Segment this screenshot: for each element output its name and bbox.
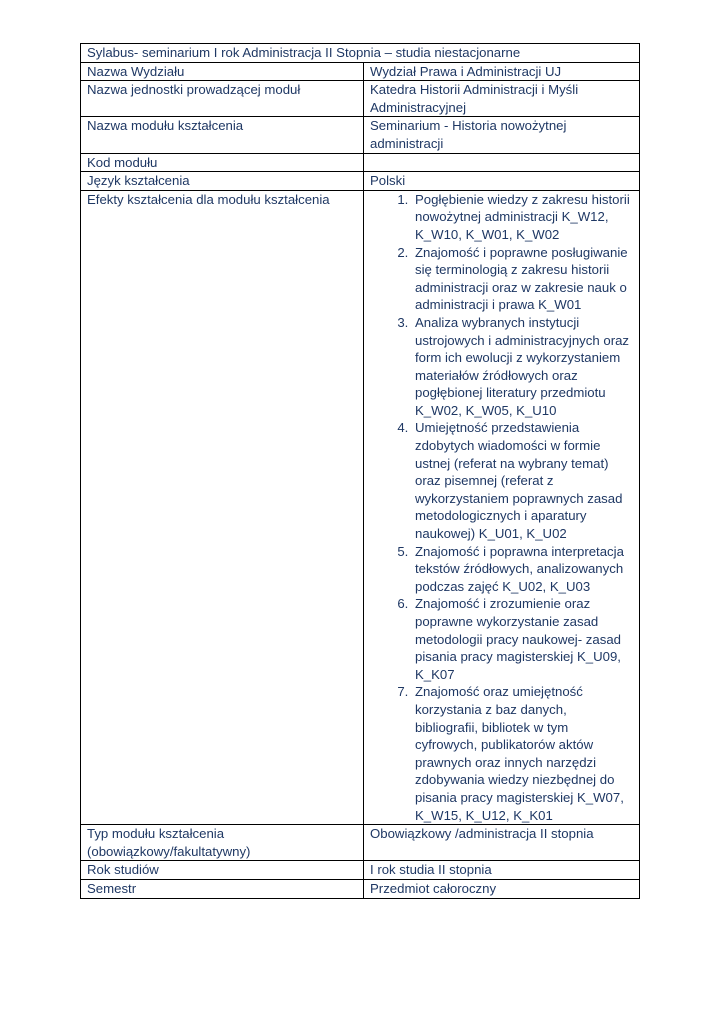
syllabus-title: Sylabus- seminarium I rok Administracja II Stopnia – studia niestacjonarne <box>81 44 640 63</box>
row-label-language: Język kształcenia <box>81 172 364 191</box>
row-label-semester: Semestr <box>81 879 364 898</box>
table-row <box>81 117 640 153</box>
row-value-study-year: I rok studia II stopnia <box>364 861 640 880</box>
outcome-item: 4. Umiejętność przedstawienia zdobytych wiadomości w formie ustnej (referat na wybrany temat) oraz pisemnej (referat z wykorzystaniem poprawnych zasad metodologicznych i aparatury naukowej) K_U01, K_U02 <box>412 419 633 542</box>
row-value-outcomes <box>364 190 640 824</box>
table-row <box>81 81 640 117</box>
syllabus-page <box>80 43 639 899</box>
table-row <box>81 153 640 172</box>
outcome-item: 1. Pogłębienie wiedzy z zakresu historii nowożytnej administracji K_W12, K_W10, K_W01, K_W02 <box>412 191 633 244</box>
outcome-item: 5. Znajomość i poprawna interpretacja tekstów źródłowych, analizowanych podczas zajęć K_U02, K_U03 <box>412 543 633 596</box>
table-row <box>81 190 640 824</box>
row-label-study-year: Rok studiów <box>81 861 364 880</box>
outcomes-list <box>370 191 633 824</box>
syllabus-table <box>80 43 640 899</box>
row-value-module-name: Seminarium - Historia nowożytnej administracji <box>364 117 640 153</box>
row-value-semester: Przedmiot całoroczny <box>364 879 640 898</box>
table-row <box>81 879 640 898</box>
row-label-faculty: Nazwa Wydziału <box>81 62 364 81</box>
outcome-item: 3. Analiza wybranych instytucji ustrojowych i administracyjnych oraz form ich ewolucji z wykorzystaniem materiałów źródłowych oraz pogłębionej literatury przedmiotu K_W02, K_W05, K_U10 <box>412 314 633 420</box>
row-label-unit: Nazwa jednostki prowadzącej moduł <box>81 81 364 117</box>
row-label-module-type: Typ modułu kształcenia (obowiązkowy/fakultatywny) <box>81 825 364 861</box>
table-row <box>81 172 640 191</box>
outcome-item: 7. Znajomość oraz umiejętność korzystania z baz danych, bibliografii, bibliotek w tym cyfrowych, publikatorów aktów prawnych oraz innych narzędzi zdobywania wiedzy niezbędnej do pisania pracy magisterskiej K_W07, K_W15, K_U12, K_K01 <box>412 683 633 824</box>
table-row <box>81 62 640 81</box>
table-header-row <box>81 44 640 63</box>
row-label-outcomes: Efekty kształcenia dla modułu kształcenia <box>81 190 364 824</box>
row-value-module-code <box>364 153 640 172</box>
outcome-item: 2. Znajomość i poprawne posługiwanie się terminologią z zakresu historii administracji oraz w zakresie nauk o administracji i prawa K_W01 <box>412 244 633 314</box>
row-value-unit: Katedra Historii Administracji i Myśli Administracyjnej <box>364 81 640 117</box>
row-label-module-name: Nazwa modułu kształcenia <box>81 117 364 153</box>
table-row <box>81 825 640 861</box>
outcome-item: 6. Znajomość i zrozumienie oraz poprawne wykorzystanie zasad metodologii pracy naukowej- zasad pisania pracy magisterskiej K_U09, K_K07 <box>412 595 633 683</box>
table-row <box>81 861 640 880</box>
row-value-faculty: Wydział Prawa i Administracji UJ <box>364 62 640 81</box>
row-value-language: Polski <box>364 172 640 191</box>
row-value-module-type: Obowiązkowy /administracja II stopnia <box>364 825 640 861</box>
row-label-module-code: Kod modułu <box>81 153 364 172</box>
